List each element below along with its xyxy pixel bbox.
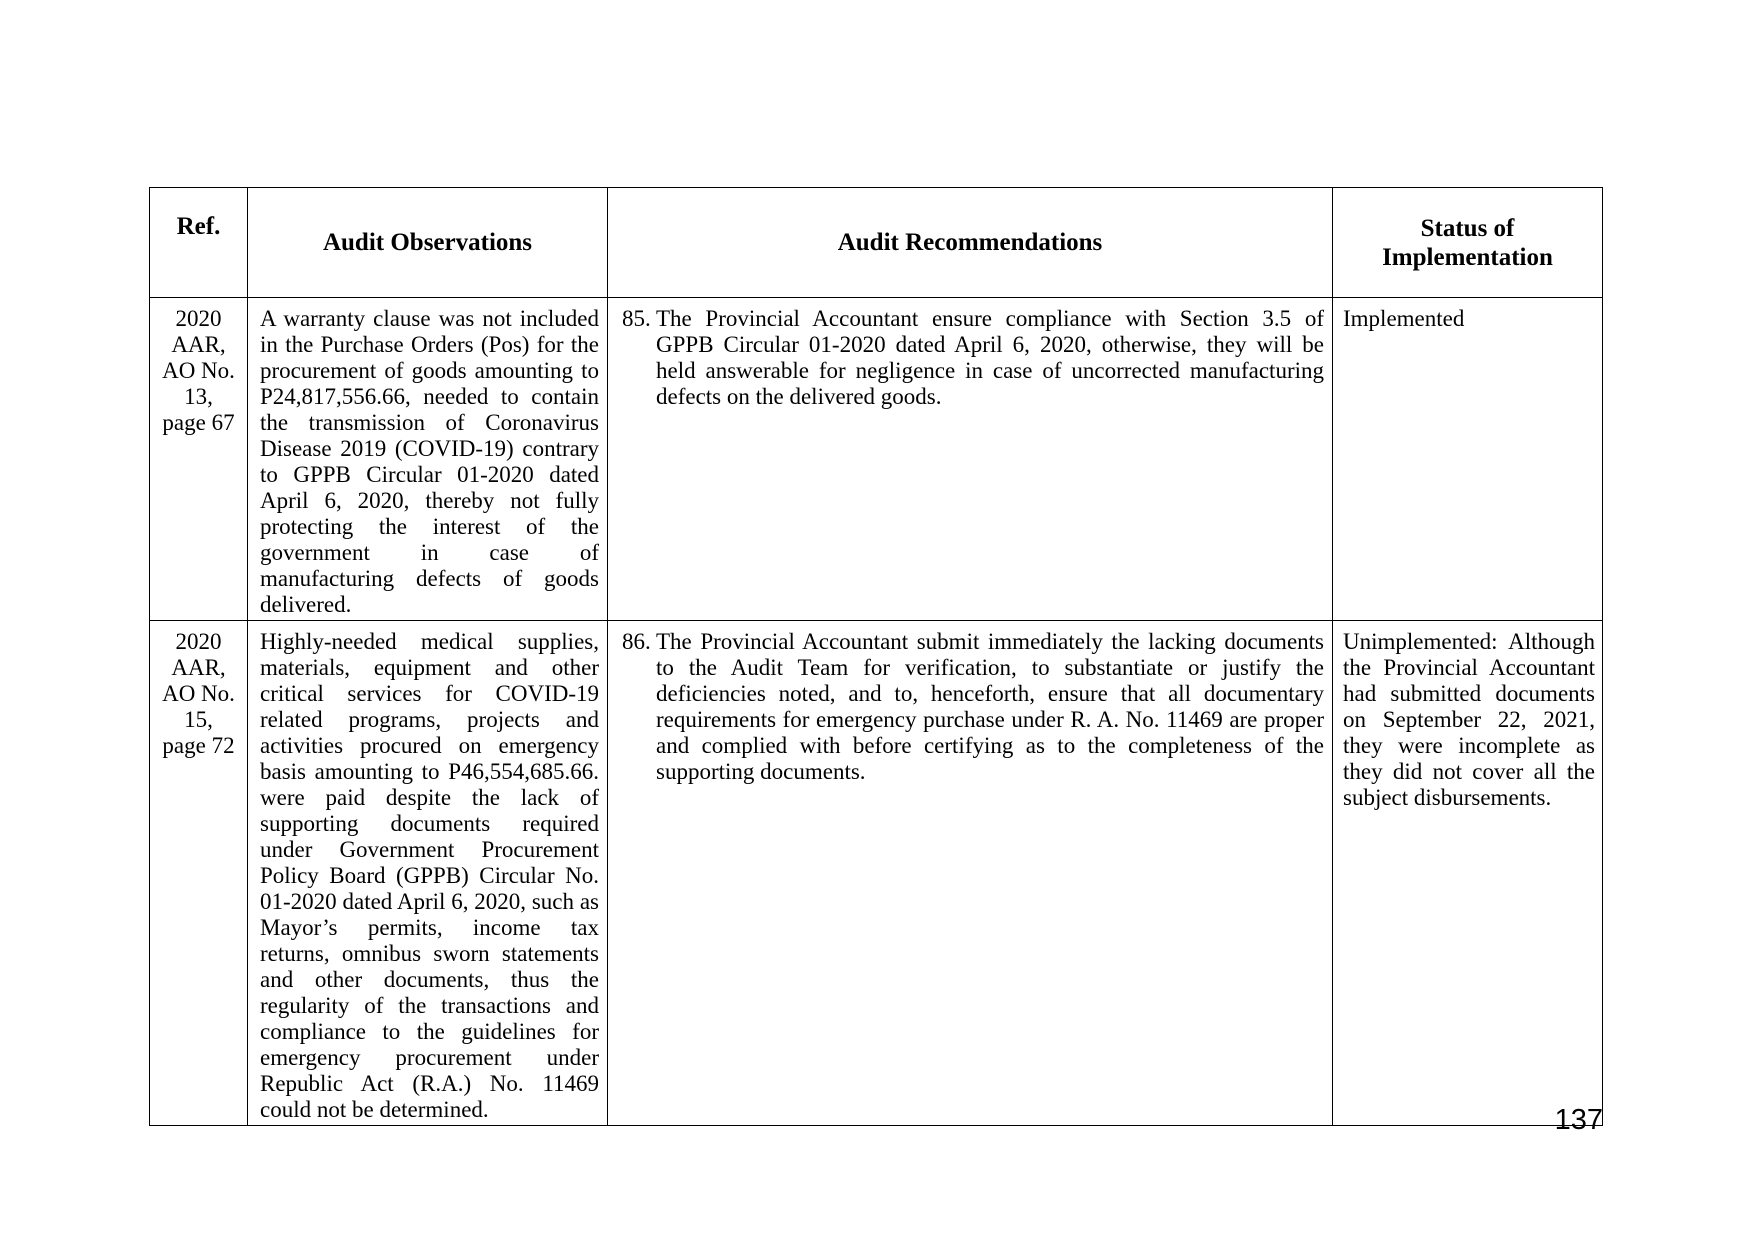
recommendation-item	[622, 306, 1324, 410]
audit-status-table	[149, 187, 1603, 1126]
column-header-ref-label: Ref.	[176, 213, 221, 240]
column-header-audit-recommendations: Audit Recommendations	[608, 188, 1333, 298]
column-header-status-of-implementation: Status of Implementation	[1333, 188, 1603, 298]
recommendation-item	[622, 629, 1324, 785]
ref-cell: 2020 AAR, AO No. 15, page 72	[150, 621, 248, 1126]
page-number: 137	[1554, 1104, 1603, 1136]
observation-cell: A warranty clause was not included in the Purchase Orders (Pos) for the procurement of goods amounting to P24,817,556.66, needed to contain the transmission of Coronavirus Disease 2019 (COVID-19) contrary to GPPB Circular 01-2020 dated April 6, 2020, thereby not fully protecting the interest of the government in case of manufacturing defects of goods delivered.	[248, 298, 608, 621]
column-header-audit-observations: Audit Observations	[248, 188, 608, 298]
table-row	[150, 621, 1603, 1126]
recommendation-number: 86.	[622, 629, 651, 654]
recommendation-text: The Provincial Accountant submit immediately the lacking documents to the Audit Team for verification, to substantiate or justify the deficiencies noted, and to, henceforth, ensure that all documentary requirements for emergency purchase under R. A. No. 11469 are proper and complied with before certifying as to the completeness of the supporting documents.	[656, 629, 1324, 784]
ref-cell: 2020 AAR, AO No. 13, page 67	[150, 298, 248, 621]
status-cell: Unimplemented: Although the Provincial Accountant had submitted documents on September 22, 2021, they were incomplete as they did not cover all the subject disbursements.	[1333, 621, 1603, 1126]
recommendation-text: The Provincial Accountant ensure compliance with Section 3.5 of GPPB Circular 01-2020 dated April 6, 2020, otherwise, they will be held answerable for negligence in case of uncorrected manufacturing defects on the delivered goods.	[656, 306, 1324, 409]
status-cell: Implemented	[1333, 298, 1603, 621]
recommendation-cell	[608, 298, 1333, 621]
recommendation-number: 85.	[622, 306, 651, 331]
column-header-ref	[150, 188, 248, 298]
table-header-row	[150, 188, 1603, 298]
table-row	[150, 298, 1603, 621]
recommendation-cell	[608, 621, 1333, 1126]
observation-cell: Highly-needed medical supplies, materials, equipment and other critical services for COVID-19 related programs, projects and activities procured on emergency basis amounting to P46,554,685.66. were paid despite the lack of supporting documents required under Government Procurement Policy Board (GPPB) Circular No. 01-2020 dated April 6, 2020, such as Mayor’s permits, income tax returns, omnibus sworn statements and other documents, thus the regularity of the transactions and compliance to the guidelines for emergency procurement under Republic Act (R.A.) No. 11469 could not be determined.	[248, 621, 608, 1126]
